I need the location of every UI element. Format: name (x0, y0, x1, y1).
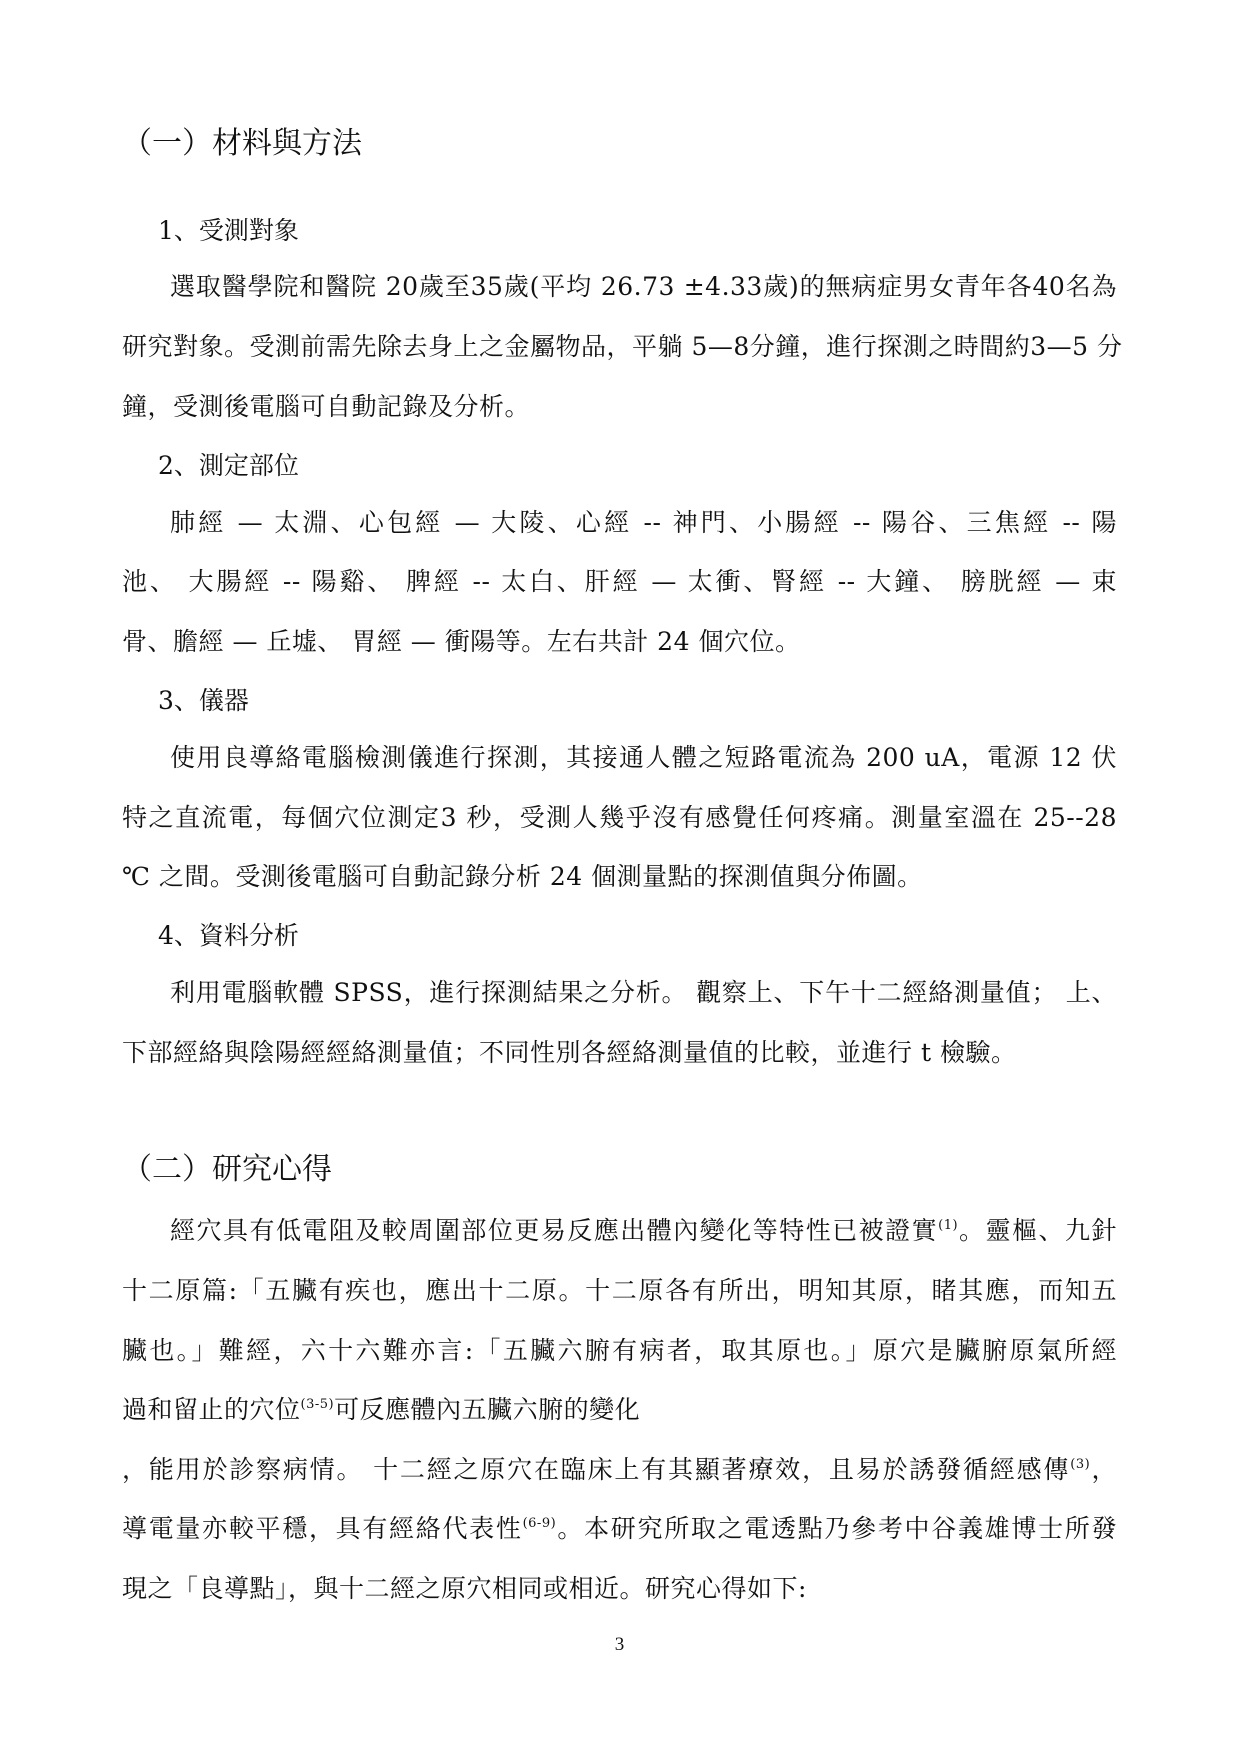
text-span: 可反應體內五臟六腑的變化 (334, 1395, 641, 1424)
text-span: ， (1090, 1455, 1117, 1484)
paragraph-line: 十二原篇:「五臟有疾也，應出十二原。十二原各有所出，明知其原，睹其應，而知五 (122, 1276, 1117, 1305)
text-span: ，能用於診察病情。 十二經之原穴在臨床上有其顯著療效，且易於誘發循經感傳 (122, 1455, 1071, 1484)
paragraph-line (122, 1512, 1117, 1546)
subsection-1-heading: 1、受測對象 (158, 216, 299, 245)
paragraph-line: 現之「良導點」，與十二經之原穴相同或相近。研究心得如下: (122, 1574, 807, 1603)
citation-ref: (3) (1070, 1457, 1091, 1472)
text-span: 經穴具有低電阻及較周圍部位更易反應出體內變化等特性已被證實 (170, 1216, 939, 1245)
paragraph-line (122, 1393, 1117, 1427)
paragraph-line: 下部經絡與陰陽經經絡測量值；不同性別各經絡測量值的比較，並進行 t 檢驗。 (122, 1038, 1017, 1067)
paragraph-line (170, 1214, 1117, 1248)
subsection-3-heading: 3、儀器 (158, 686, 249, 715)
paragraph-line: 利用電腦軟體 SPSS，進行探測結果之分析。 觀察上、下午十二經絡測量值； 上、 (170, 978, 1117, 1007)
section-1-title: （一）材料與方法 (122, 126, 362, 161)
text-span: 導電量亦較平穩，具有經絡代表性 (122, 1514, 523, 1543)
paragraph-line: 池、 大腸經 -- 陽谿、 脾經 -- 太白、肝經 — 太衝、腎經 -- 大鐘、 膀胱經 — 束 (122, 567, 1117, 596)
paragraph-line: 研究對象。受測前需先除去身上之金屬物品，平躺 5—8分鐘，進行探測之時間約3—5 分 (122, 332, 1123, 361)
citation-ref: (6-9) (522, 1516, 557, 1531)
paragraph-line: ℃ 之間。受測後電腦可自動記錄分析 24 個測量點的探測值與分佈圖。 (122, 862, 923, 891)
paragraph-line: 骨、膽經 — 丘墟、 胃經 — 衝陽等。左右共計 24 個穴位。 (122, 627, 801, 656)
citation-ref: (1) (938, 1218, 959, 1233)
paragraph-line: 臟也。」難經，六十六難亦言:「五臟六腑有病者，取其原也。」原穴是臟腑原氣所經 (122, 1336, 1117, 1365)
text-span: 過和留止的穴位 (122, 1395, 301, 1424)
paragraph-line: 鐘，受測後電腦可自動記錄及分析。 (122, 392, 531, 421)
paragraph-line (122, 1453, 1117, 1487)
subsection-2-heading: 2、測定部位 (158, 451, 299, 480)
text-span: 。本研究所取之電透點乃參考中谷義雄博士所發 (556, 1514, 1117, 1543)
citation-ref: (3-5) (300, 1397, 335, 1412)
subsection-4-heading: 4、資料分析 (158, 921, 299, 950)
paragraph-line: 肺經 — 太淵、心包經 — 大陵、心經 -- 神門、小腸經 -- 陽谷、三焦經 -- 陽 (170, 508, 1117, 537)
section-2-title: （二）研究心得 (122, 1152, 332, 1187)
page-number: 3 (614, 1634, 625, 1655)
paragraph-line: 特之直流電，每個穴位測定3 秒，受測人幾乎沒有感覺任何疼痛。測量室溫在 25--28 (122, 803, 1117, 832)
paragraph-line: 選取醫學院和醫院 20歲至35歲(平均 26.73 ±4.33歲)的無病症男女青年各40名為 (170, 272, 1117, 301)
paragraph-line: 使用良導絡電腦檢測儀進行探測，其接通人體之短路電流為 200 uA，電源 12 伏 (170, 743, 1117, 772)
text-span: 。靈樞、九針 (958, 1216, 1117, 1245)
